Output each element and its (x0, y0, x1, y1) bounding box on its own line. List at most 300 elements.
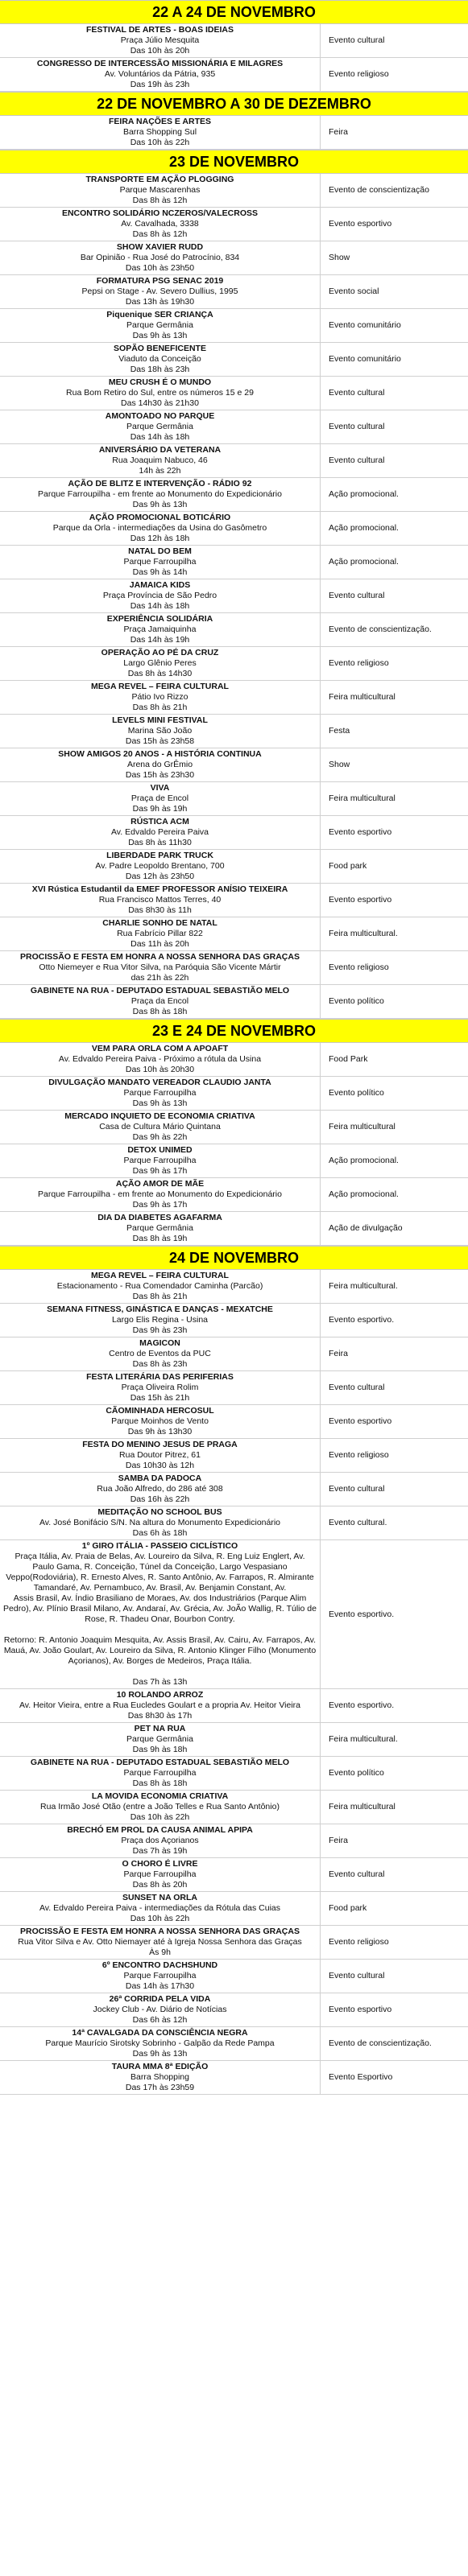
event-detail-line: Parque Farroupilha (123, 557, 197, 567)
event-row (0, 1473, 468, 1506)
event-category: Evento esportivo (329, 895, 392, 905)
event-category: Feira multicultural. (329, 929, 398, 938)
event-row (0, 174, 468, 208)
event-detail-line: Das 15h às 23h30 (125, 770, 195, 780)
event-details (0, 1791, 321, 1824)
event-category: Evento cultural (329, 1383, 385, 1392)
event-row (0, 1892, 468, 1926)
event-category: Evento esportivo. (329, 1315, 395, 1325)
event-details (0, 1111, 321, 1144)
event-detail-line: Pátio Ivo Rizzo (131, 692, 188, 702)
schedule-section (0, 92, 468, 150)
event-title: ANIVERSÁRIO DA VETERANA (98, 445, 222, 455)
event-category: Show (329, 253, 350, 262)
event-title: SUNSET NA ORLA (122, 1893, 197, 1902)
event-title: SHOW AMIGOS 20 ANOS - A HISTÓRIA CONTINUA (58, 749, 262, 759)
event-category: Feira (329, 127, 348, 137)
event-row (0, 579, 468, 613)
event-category: Ação promocional. (329, 489, 399, 499)
event-category: Festa (329, 726, 350, 736)
event-category: Evento político (329, 1088, 384, 1098)
event-detail-line: Av. Edvaldo Pereira Paiva - Próximo a rótula da Usina (58, 1054, 262, 1064)
event-title: TRANSPORTE EM AÇÃO PLOGGING (85, 175, 234, 184)
event-category: Evento social (329, 286, 379, 296)
event-detail-line: Jockey Club - Av. Diário de Notícias (93, 2005, 227, 2014)
event-category: Food Park (329, 1054, 368, 1064)
event-detail-line: Parque Germânia (126, 422, 193, 431)
event-details (0, 1439, 321, 1472)
event-detail-line: Praça de Encol (130, 793, 189, 803)
event-category: Feira multicultural (329, 692, 396, 702)
event-title: FEIRA NAÇÕES E ARTES (109, 117, 211, 126)
event-details (0, 1824, 321, 1857)
event-title: MERCADO INQUIETO DE ECONOMIA CRIATIVA (64, 1111, 255, 1121)
event-category: Evento comunitário (329, 354, 401, 364)
event-title: SAMBA DA PADOCA (118, 1473, 202, 1483)
event-detail-line: Das 8h30 às 11h (128, 905, 192, 915)
event-row (0, 1077, 468, 1111)
event-title: 10 ROLANDO ARROZ (116, 1690, 204, 1700)
event-row (0, 24, 468, 58)
event-category: Evento cultural. (329, 1518, 387, 1527)
event-row (0, 1757, 468, 1791)
event-detail-line: Av. Heitor Vieira, entre a Rua Eucledes Goulart e a propria Av. Heitor Vieira (19, 1700, 301, 1710)
section-date-header: 22 A 24 DE NOVEMBRO (0, 0, 468, 24)
event-detail-line: Arena do GrÊmio (126, 760, 193, 769)
event-title: ENCONTRO SOLIDÁRIO NCZEROS/VALECROSS (61, 208, 259, 218)
event-title: LEVELS MINI FESTIVAL (112, 715, 208, 725)
event-detail-line: Das 14h às 18h (130, 432, 190, 442)
event-title: AMONTOADO NO PARQUE (105, 411, 215, 421)
event-category: Feira multicultural (329, 1122, 396, 1131)
event-title: LA MOVIDA ECONOMIA CRIATIVA (91, 1791, 229, 1801)
event-title: O CHORO É LIVRE (122, 1859, 198, 1869)
event-title: Piquenique SER CRIANÇA (106, 310, 213, 319)
event-row (0, 1371, 468, 1405)
event-title: MEU CRUSH É O MUNDO (108, 377, 212, 387)
event-category: Evento esportivo. (329, 1700, 395, 1710)
event-detail-line: Das 19h às 23h (130, 80, 190, 89)
event-title: VIVA (150, 783, 170, 793)
event-detail-line: Das 8h às 18h (132, 1007, 188, 1016)
event-detail-line: Rua Fabrício Pillar 822 (117, 929, 203, 938)
event-detail-line: Das 11h às 20h (130, 939, 189, 949)
event-details (0, 116, 321, 149)
event-detail-line: Largo Elis Regina - Usina (111, 1315, 209, 1325)
event-details (0, 24, 321, 57)
event-detail-line: Parque Farroupilha (123, 1869, 197, 1879)
event-detail-line: Das 10h às 22h (130, 138, 190, 147)
event-title: CÃOMINHADA HERCOSUL (106, 1406, 214, 1416)
event-detail-line: Parque Farroupilha - em frente ao Monumento do Expedicionário (38, 489, 282, 499)
event-detail-line: Av. José Bonifácio S/N. Na altura do Monumento Expedicionário (39, 1518, 281, 1527)
event-category: Evento religioso (329, 962, 389, 972)
event-detail-line: Das 6h às 18h (132, 1528, 188, 1538)
event-title: GABINETE NA RUA - DEPUTADO ESTADUAL SEBASTIÃO MELO (30, 1758, 290, 1767)
event-row (0, 208, 468, 241)
event-title: AÇÃO AMOR DE MÃE (115, 1179, 205, 1189)
event-title: FESTA LITERÁRIA DAS PERIFERIAS (86, 1372, 234, 1382)
event-category: Evento Esportivo (329, 2072, 393, 2082)
event-detail-line: Parque Moinhos de Vento (111, 1416, 209, 1426)
event-category: Evento esportivo (329, 827, 392, 837)
event-row (0, 343, 468, 377)
event-row (0, 850, 468, 884)
event-detail-line: Parque Mascarenhas (119, 185, 201, 195)
event-row (0, 681, 468, 715)
event-category: Evento cultural (329, 1971, 385, 1980)
event-details (0, 1892, 321, 1925)
schedule-section (0, 1019, 468, 1246)
event-title: MAGICON (139, 1338, 180, 1348)
event-title: MEGA REVEL – FEIRA CULTURAL (91, 1271, 229, 1280)
event-details (0, 241, 321, 274)
event-details (0, 377, 321, 410)
event-details (0, 1144, 321, 1177)
event-title: AÇÃO PROMOCIONAL BOTICÁRIO (89, 513, 231, 522)
event-detail-line: Parque Farroupilha (123, 1156, 197, 1165)
event-details (0, 1506, 321, 1539)
event-category: Food park (329, 861, 367, 871)
event-detail-line: Rua Bom Retiro do Sul, entre os números 15 e 29 (66, 388, 254, 398)
event-detail-line: Das 12h às 18h (130, 534, 190, 543)
event-detail-line: Às 9h (149, 1947, 171, 1957)
event-row (0, 1405, 468, 1439)
event-detail-line (3, 1625, 317, 1635)
event-title: BRECHÓ EM PROL DA CAUSA ANIMAL APIPA (67, 1825, 253, 1835)
event-details (0, 1960, 321, 1993)
event-details (0, 1337, 321, 1370)
section-date-header: 23 E 24 DE NOVEMBRO (0, 1019, 468, 1043)
event-category: Evento religioso (329, 658, 389, 668)
event-detail-line: Das 9h às 14h (132, 567, 188, 577)
event-details (0, 444, 321, 477)
event-title: DIA DA DIABETES AGAFARMA (97, 1213, 222, 1222)
event-detail-line: Rua Doutor Pitrez, 61 (119, 1450, 201, 1460)
event-details (0, 1405, 321, 1438)
event-row (0, 1178, 468, 1212)
event-detail-line: Barra Shopping (130, 2072, 189, 2082)
event-detail-line: Rua Joaquim Nabuco, 46 (112, 455, 208, 465)
event-category: Feira multicultural (329, 793, 396, 803)
event-detail-line: Das 8h às 21h (132, 1292, 188, 1301)
event-detail-line: Das 9h às 19h (132, 804, 188, 814)
event-title: 1º GIRO ITÁLIA - PASSEIO CICLÍSTICO (81, 1541, 238, 1551)
event-row (0, 917, 468, 951)
event-detail-line: Das 15h às 21h (130, 1393, 190, 1403)
event-category: Evento comunitário (329, 320, 401, 330)
event-title: DIVULGAÇÃO MANDATO VEREADOR CLAUDIO JANTA (48, 1078, 271, 1087)
event-category: Evento cultural (329, 388, 385, 398)
event-row (0, 1270, 468, 1304)
event-category: Evento cultural (329, 591, 385, 600)
event-title: 6º ENCONTRO DACHSHUND (101, 1960, 218, 1970)
event-title: SHOW XAVIER RUDD (116, 242, 204, 252)
event-detail-line: Av. Padre Leopoldo Brentano, 700 (95, 861, 225, 871)
event-row (0, 1993, 468, 2027)
event-row (0, 309, 468, 343)
event-detail-line: Parque Maurício Sirotsky Sobrinho - Galpão da Rede Pampa (45, 2038, 275, 2048)
event-detail-line: Parque Farroupilha (123, 1971, 197, 1980)
event-row (0, 715, 468, 748)
event-detail-line: Das 7h às 19h (132, 1846, 188, 1856)
event-details (0, 1043, 321, 1076)
event-detail-line: Das 9h às 22h (132, 1132, 188, 1142)
event-title: TAURA MMA 8ª EDIÇÃO (111, 2062, 209, 2071)
event-detail-line: Das 8h às 12h (132, 229, 188, 239)
event-detail-line: Das 13h às 19h30 (125, 297, 195, 307)
event-detail-line: Centro de Eventos da PUC (109, 1349, 211, 1358)
event-detail-line: Pepsi on Stage - Av. Severo Dullius, 1995 (81, 286, 238, 296)
event-detail-line: Praça Itália, Av. Praia de Belas, Av. Loureiro da Silva, R. Eng Luiz Englert, Av. Paulo Gama, R. Conceição, Túnel da Conceição, Largo Vespasiano Veppo(Rodoviária), R. Ernesto Alves, R. Santo Antônio, Av. Farrapos, R. Almirante Tamandaré, Av. Pernambuco, Av. Brasil, Av. Benjamin Constant, Av. (6, 1552, 314, 1593)
event-details (0, 1212, 321, 1245)
event-details (0, 1993, 321, 2026)
event-category: Evento religioso (329, 1937, 389, 1947)
event-detail-line: Das 10h às 20h (130, 46, 190, 56)
event-detail-line: Retorno: R. Antonio Joaquim Mesquita, Av. Assis Brasil, Av. Cairu, Av. Farrapos, Av. Mauá, Av. João Goulart, Av. Loureiro da Silva, R. Antonio Klinger Filho (Monumento Açorianos), Av. Borges de Medeiros, Praça Itália. (3, 1635, 317, 1666)
event-row (0, 647, 468, 681)
event-row (0, 478, 468, 512)
event-detail-line: Das 14h às 19h (130, 635, 190, 645)
event-detail-line: Das 8h30 às 17h (127, 1711, 193, 1721)
event-category: Evento esportivo. (329, 1609, 395, 1619)
event-title: LIBERDADE PARK TRUCK (106, 851, 213, 860)
event-detail-line: Rua Irmão José Otão (entre a João Telles e Rua Santo Antônio) (40, 1802, 280, 1811)
event-details (0, 1077, 321, 1110)
event-category: Evento esportivo (329, 2005, 392, 2014)
event-details (0, 647, 321, 680)
event-detail-line: Largo Glênio Peres (123, 658, 197, 668)
event-details (0, 681, 321, 714)
event-detail-line: Das 9h às 13h (132, 2049, 188, 2059)
event-row (0, 748, 468, 782)
event-row (0, 1111, 468, 1144)
event-detail-line: Das 8h às 18h (132, 1778, 188, 1788)
schedule-section (0, 1246, 468, 2095)
event-category: Ação promocional. (329, 1156, 399, 1165)
event-row (0, 884, 468, 917)
event-row (0, 951, 468, 985)
event-category: Evento político (329, 996, 384, 1006)
event-detail-line: Das 6h às 12h (132, 2015, 188, 2025)
event-category: Evento de conscientização. (329, 2038, 432, 2048)
event-detail-line: Das 9h às 13h (132, 500, 188, 509)
event-details (0, 58, 321, 91)
event-detail-line: Praça Oliveira Rolim (121, 1383, 199, 1392)
event-title: XVI Rústica Estudantil da EMEF PROFESSOR ANÍSIO TEIXEIRA (31, 884, 288, 894)
event-title: NATAL DO BEM (128, 546, 192, 556)
event-detail-line: Parque Germânia (126, 320, 193, 330)
event-row (0, 1506, 468, 1540)
event-details (0, 1371, 321, 1404)
event-title: SEMANA FITNESS, GINÁSTICA E DANÇAS - MEXATCHE (47, 1304, 273, 1314)
event-title: 14ª CAVALGADA DA CONSCIÊNCIA NEGRA (72, 2028, 248, 2038)
event-title: PROCISSÃO E FESTA EM HONRA A NOSSA SENHORA DAS GRAÇAS (20, 1927, 300, 1936)
event-row (0, 2027, 468, 2061)
event-row (0, 377, 468, 410)
event-detail-line: Rua Francisco Mattos Terres, 40 (98, 895, 222, 905)
event-category: Ação promocional. (329, 523, 399, 533)
event-title: VEM PARA ORLA COM A APOAFT (91, 1044, 229, 1053)
event-category: Show (329, 760, 350, 769)
event-detail-line: Marina São João (127, 726, 193, 736)
event-detail-line: Praça Jamaiquinha (123, 624, 197, 634)
event-detail-line: Parque Farroupilha (123, 1768, 197, 1778)
event-detail-line: Otto Niemeyer e Rua Vitor Silva, na Paróquia São Vicente Mártir (39, 962, 281, 972)
event-detail-line: Das 14h às 17h30 (125, 1981, 195, 1991)
event-row (0, 116, 468, 150)
event-title: MEDITAÇÃO NO SCHOOL BUS (97, 1507, 222, 1517)
schedule-section (0, 150, 468, 1019)
event-details (0, 816, 321, 849)
event-detail-line: Das 12h às 23h50 (125, 872, 195, 881)
event-detail-line: Casa de Cultura Mário Quintana (99, 1122, 221, 1131)
event-row (0, 241, 468, 275)
event-detail-line: Parque Germânia (126, 1223, 193, 1233)
event-details (0, 782, 321, 815)
event-title: 26ª CORRIDA PELA VIDA (109, 1994, 211, 2004)
event-row (0, 1439, 468, 1473)
event-row (0, 1858, 468, 1892)
event-details (0, 1723, 321, 1756)
event-row (0, 1960, 468, 1993)
event-row (0, 1540, 468, 1689)
event-row (0, 816, 468, 850)
event-category: Evento de conscientização. (329, 624, 432, 634)
event-title: JAMAICA KIDS (129, 580, 191, 590)
event-row (0, 613, 468, 647)
event-row (0, 1337, 468, 1371)
event-category: Evento cultural (329, 1484, 385, 1494)
event-detail-line: Das 18h às 23h (130, 365, 190, 374)
event-detail-line: Das 9h às 13h (132, 1098, 188, 1108)
event-details (0, 512, 321, 545)
event-detail-line: Av. Edvaldo Pereira Paiva (110, 827, 209, 837)
event-details (0, 546, 321, 579)
event-category: Evento esportivo (329, 219, 392, 229)
event-detail-line: Das 8h às 12h (132, 196, 188, 205)
event-category: Ação promocional. (329, 1189, 399, 1199)
event-title: FESTIVAL DE ARTES - BOAS IDEIAS (86, 25, 234, 35)
event-detail-line: Das 10h às 22h (130, 1812, 190, 1822)
event-detail-line: Viaduto da Conceição (118, 354, 201, 364)
event-details (0, 1689, 321, 1722)
event-detail-line: Das 8h às 21h (132, 703, 188, 712)
event-category: Evento religioso (329, 1450, 389, 1460)
event-detail-line: Das 14h30 às 21h30 (121, 398, 199, 408)
event-detail-line: Das 8h às 20h (132, 1880, 188, 1890)
event-category: Ação promocional. (329, 557, 399, 567)
event-detail-line: Das 10h às 20h30 (125, 1065, 195, 1074)
event-detail-line: Av. Cavalhada, 3338 (121, 219, 199, 229)
event-detail-line: Parque da Orla - intermediações da Usina do Gasômetro (52, 523, 267, 533)
event-row (0, 444, 468, 478)
event-category: Evento político (329, 1768, 384, 1778)
event-title: FORMATURA PSG SENAC 2019 (96, 276, 224, 286)
event-details (0, 174, 321, 207)
event-row (0, 1791, 468, 1824)
event-detail-line: Das 9h às 18h (132, 1745, 188, 1754)
event-details (0, 410, 321, 443)
event-details (0, 917, 321, 950)
event-detail-line: Praça da Encol (130, 996, 189, 1006)
event-category: Evento cultural (329, 1869, 385, 1879)
event-detail-line: Parque Farroupilha - em frente ao Monumento do Expedicionário (38, 1189, 282, 1199)
event-detail-line: Das 15h às 23h58 (125, 736, 195, 746)
event-detail-line: Av. Voluntários da Pátria, 935 (104, 69, 216, 79)
event-row (0, 1723, 468, 1757)
event-detail-line: Rua Vitor Silva e Av. Otto Niemayer até à Igreja Nossa Senhora das Graças (18, 1937, 302, 1947)
event-row (0, 512, 468, 546)
event-title: MEGA REVEL – FEIRA CULTURAL (91, 682, 229, 691)
section-date-header: 23 DE NOVEMBRO (0, 150, 468, 174)
event-details (0, 2061, 321, 2094)
event-detail-line: Das 9h às 17h (132, 1166, 188, 1176)
event-detail-line: Praça Província de São Pedro (102, 591, 217, 600)
event-details (0, 951, 321, 984)
event-detail-line: Das 9h às 23h (132, 1325, 188, 1335)
event-details (0, 748, 321, 781)
event-title: OPERAÇÃO AO PÉ DA CRUZ (101, 648, 219, 657)
event-detail-line: Das 7h às 13h (132, 1677, 188, 1687)
event-details (0, 884, 321, 917)
event-details (0, 478, 321, 511)
event-detail-line: Das 9h às 13h (132, 331, 188, 340)
event-details (0, 1757, 321, 1790)
event-detail-line: Das 14h às 18h (130, 601, 190, 611)
event-detail-line: Das 8h às 23h (132, 1359, 188, 1369)
event-detail-line: Das 9h às 17h (132, 1200, 188, 1210)
event-row (0, 1689, 468, 1723)
event-title: FESTA DO MENINO JESUS DE PRAGA (82, 1440, 238, 1449)
event-title: RÚSTICA ACM (130, 817, 189, 826)
event-details (0, 1540, 321, 1688)
event-category: Feira (329, 1836, 348, 1845)
event-details (0, 208, 321, 241)
event-details (0, 985, 321, 1018)
event-title: DETOX UNIMED (127, 1145, 193, 1155)
schedule-section (0, 0, 468, 92)
event-category: Feira (329, 1349, 348, 1358)
event-detail-line: Parque Farroupilha (123, 1088, 197, 1098)
event-detail-line: Praça dos Açorianos (121, 1836, 199, 1845)
event-detail-line: Praça Júlio Mesquita (120, 35, 200, 45)
event-detail-line: Bar Opinião - Rua José do Patrocínio, 834 (80, 253, 240, 262)
event-detail-line: 14h às 22h (139, 466, 181, 476)
event-details (0, 1926, 321, 1959)
event-row (0, 782, 468, 816)
event-details (0, 275, 321, 308)
event-details (0, 850, 321, 883)
event-detail-line: Barra Shopping Sul (122, 127, 197, 137)
event-detail-line: Das 10h30 às 12h (125, 1461, 195, 1470)
event-title: EXPERIÊNCIA SOLIDÁRIA (106, 614, 213, 624)
event-details (0, 613, 321, 646)
event-detail-line: Das 8h às 14h30 (127, 669, 193, 678)
event-detail-line: Das 8h às 11h30 (128, 838, 192, 847)
event-row (0, 1824, 468, 1858)
event-details (0, 1270, 321, 1303)
event-title: CHARLIE SONHO DE NATAL (102, 918, 217, 928)
event-detail-line: das 21h às 22h (130, 973, 189, 983)
event-title: AÇÃO DE BLITZ E INTERVENÇÃO - RÁDIO 92 (68, 479, 252, 488)
event-row (0, 1144, 468, 1178)
event-detail-line: Das 10h às 22h (130, 1914, 190, 1923)
event-row (0, 985, 468, 1019)
event-details (0, 2027, 321, 2060)
event-row (0, 1304, 468, 1337)
event-category: Evento de conscientização (329, 185, 429, 195)
